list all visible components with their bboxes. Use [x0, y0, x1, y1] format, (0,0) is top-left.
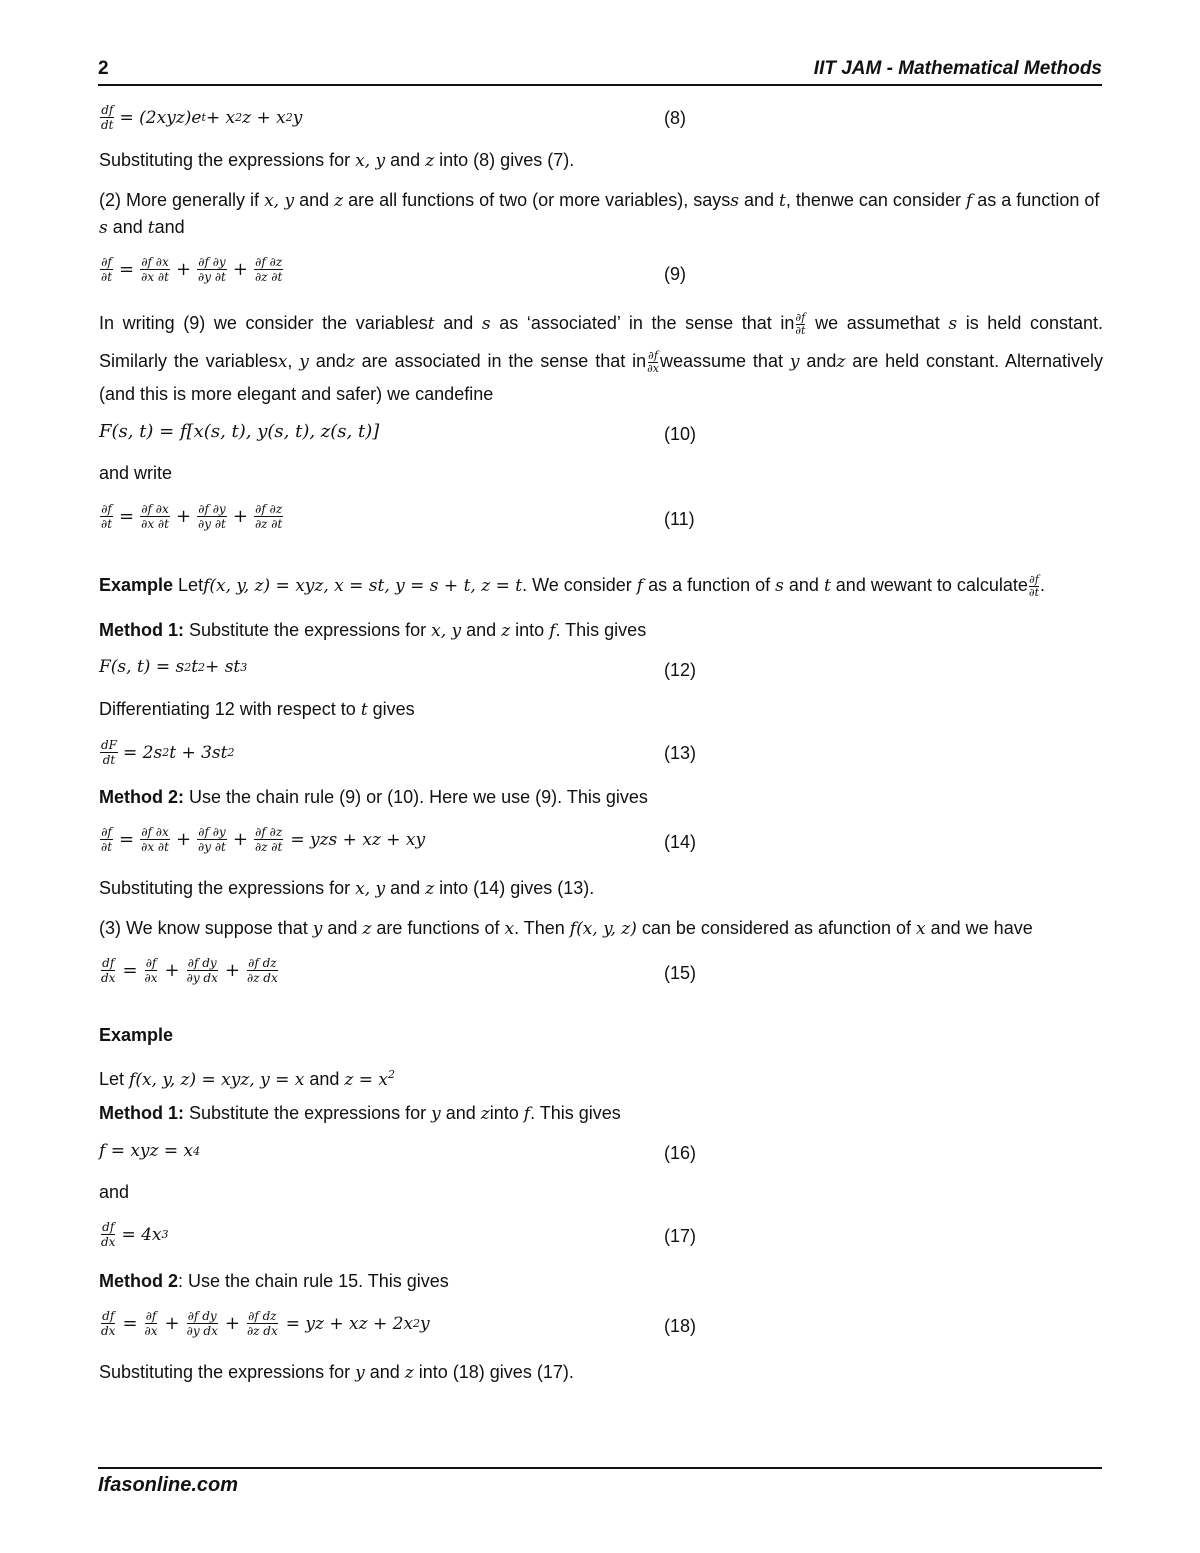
equation-17: $\frac{df}{dx}$ = 4x 3: [101, 1220, 169, 1249]
equation-number-17: (17): [664, 1226, 697, 1246]
equation-11: $\frac{\partial f}{\partial t}$ = $\frac{\partial f \partial x}{\partial x \partial t}$ + $\frac{\partial f \partial y}{\partial y \partial t}$ + $\frac{\partial f \partial z}{\partial z \partial t}$: [101, 502, 283, 531]
footer-site: Ifasonline.com: [98, 1474, 239, 1496]
equation-13: $\frac{dF}{dt}$ = 2s 2 t + 3st 2: [101, 738, 235, 767]
paragraph-define: (and this is more elegant and safer) we candefine: [99, 384, 494, 404]
example-1-statement: Example Letf(x, y, z) = xyz, x = st, y = s + t, z = t. We consider f as a function of s and t and wewant to calculate $\frac{\partial f}{\partial t}$ .: [99, 572, 1046, 599]
equation-number-12: (12): [664, 660, 697, 680]
paragraph-functions-of-x: (3) We know suppose that y and z are functions of x. Then f(x, y, z) can be considered as afunction of x and we have: [99, 918, 1033, 939]
paragraph-substitute-14: Substituting the expressions for x, y and z into (14) gives (13).: [99, 878, 595, 899]
running-title: IIT JAM - Mathematical Methods: [813, 58, 1102, 79]
equation-18: $\frac{df}{dx}$ = $\frac{\partial f}{\partial x}$ + $\frac{\text{∂f dy}}{\text{∂y dx}}$ + $\frac{\text{∂f dz}}{\text{∂z dx}}$ = yz + xz + 2x 2 y: [101, 1309, 430, 1338]
paragraph-associated-variables-line2: Similarly the variablesx, y andz are associated in the sense that in $\frac{\partial f}{\partial x}$ weassume that y andz are held constant. Alternatively: [99, 348, 1103, 375]
method-1-text: Method 1: Substitute the expressions for x, y and z into f. This gives: [99, 620, 647, 641]
and-text: and: [99, 1182, 130, 1202]
and-write-text: and write: [99, 463, 173, 483]
example-2-statement: Let f(x, y, z) = xyz, y = x and $z = x^2$: [99, 1068, 395, 1090]
page-header: [98, 58, 1102, 86]
equation-8: $\frac{df}{dt}$ = (2xyz)e t + x 2 z + x 2 y: [101, 103, 303, 132]
equation-number-10: (10): [664, 424, 697, 444]
paragraph-associated-variables-line1: In writing (9) we consider the variablest and s as ‘associated’ in the sense that in $\frac{\partial f}{\partial t}$ we assumethat s is held constant.: [99, 310, 1103, 337]
equation-14: $\frac{\partial f}{\partial t}$ = $\frac{\partial f \partial x}{\partial x \partial t}$ + $\frac{\partial f \partial y}{\partial y \partial t}$ + $\frac{\partial f \partial z}{\partial z \partial t}$ = yzs + xz + xy: [101, 825, 426, 854]
method-1-example-2: Method 1: Substitute the expressions for y and zinto f. This gives: [99, 1103, 621, 1124]
equation-number-18: (18): [664, 1316, 697, 1336]
equation-12: F(s, t) = s 2 t 2 + st 3: [99, 657, 248, 677]
differentiating-text: Differentiating 12 with respect to t gives: [99, 699, 415, 720]
paragraph-general-case: (2) More generally if x, y and z are all functions of two (or more variables), sayss and t, thenwe can consider f as a function of s and tand: [99, 190, 1100, 238]
equation-10: F(s, t) = f[x(s, t), y(s, t), z(s, t)]: [99, 421, 380, 442]
method-2-text: Method 2: Use the chain rule (9) or (10). Here we use (9). This gives: [99, 787, 648, 807]
example-2-heading: Example: [99, 1025, 174, 1045]
equation-15: $\frac{df}{dx}$ = $\frac{\partial f}{\partial x}$ + $\frac{\text{∂f dy}}{\text{∂y dx}}$ + $\frac{\text{∂f dz}}{\text{∂z dx}}$: [101, 956, 278, 985]
footer-divider: [98, 1467, 1102, 1469]
paragraph-substitute-8: Substituting the expressions for x, y and z into (8) gives (7).: [99, 150, 575, 171]
equation-number-16: (16): [664, 1143, 697, 1163]
paragraph-substitute-18: Substituting the expressions for y and z into (18) gives (17).: [99, 1362, 574, 1383]
method-2-example-2: Method 2: Use the chain rule 15. This gives: [99, 1271, 449, 1291]
equation-number-14: (14): [664, 832, 697, 852]
equation-9: $\frac{\partial f}{\partial t}$ = $\frac{\partial f \partial x}{\partial x \partial t}$ + $\frac{\partial f \partial y}{\partial y \partial t}$ + $\frac{\partial f \partial z}{\partial z \partial t}$: [101, 255, 283, 284]
equation-number-13: (13): [664, 743, 697, 763]
equation-number-15: (15): [664, 963, 697, 983]
equation-number-8: (8): [664, 108, 686, 128]
equation-16: f = xyz = x 4: [99, 1141, 201, 1161]
page-number: 2: [98, 58, 109, 79]
equation-number-11: (11): [664, 509, 695, 529]
equation-number-9: (9): [664, 264, 686, 284]
